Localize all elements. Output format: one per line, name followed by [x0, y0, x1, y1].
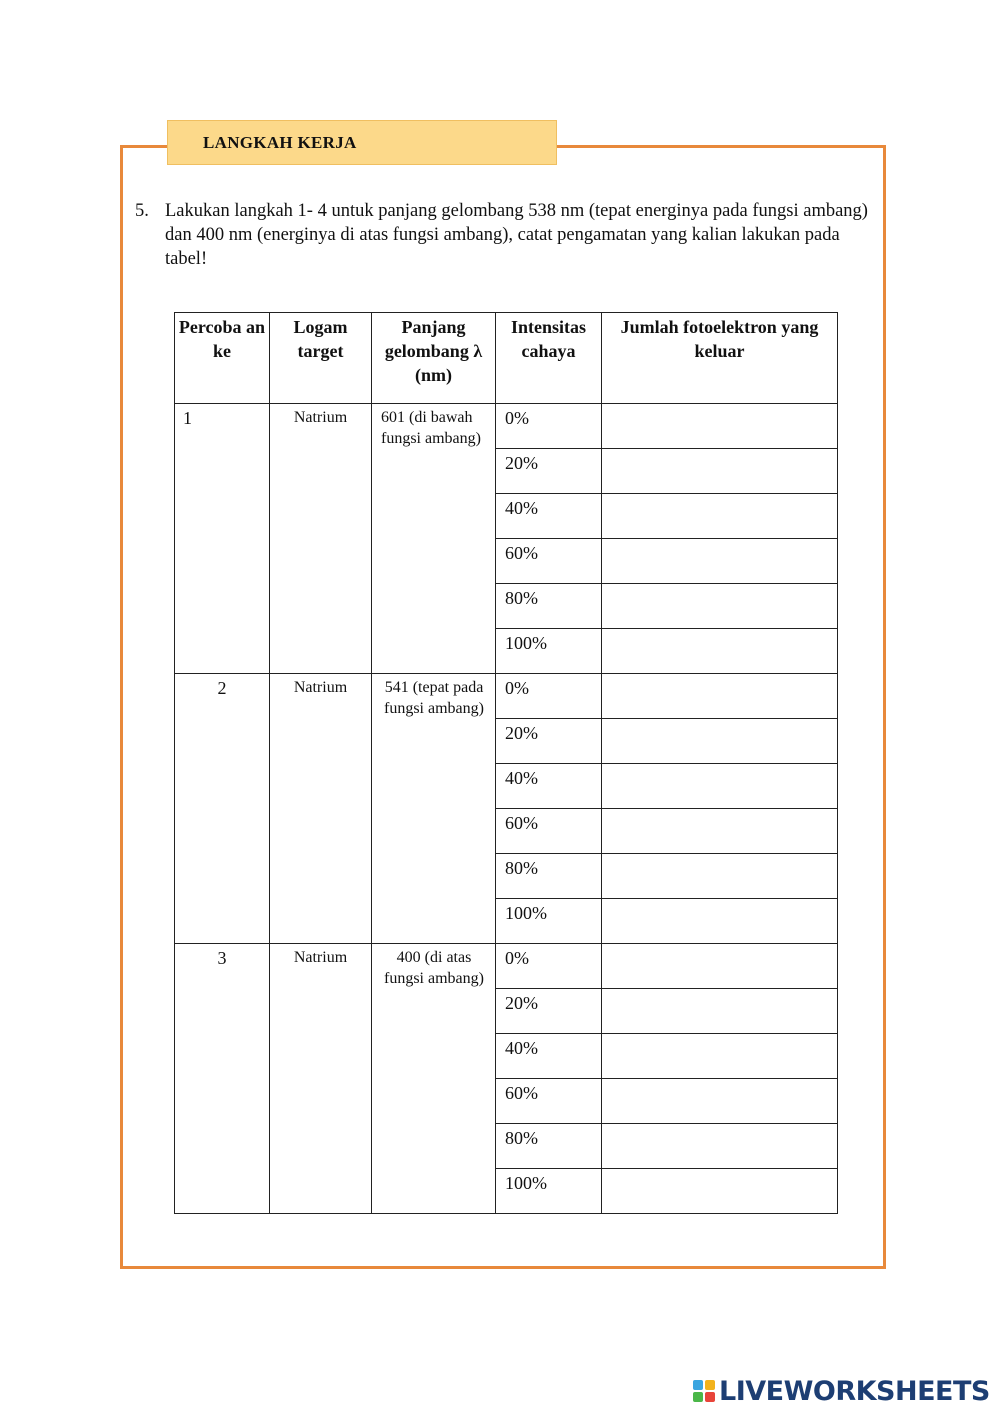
table-row [175, 674, 838, 719]
trial-number: 3 [175, 944, 270, 1214]
trial-number: 1 [175, 404, 270, 674]
photoelectron-count-cell[interactable] [602, 404, 838, 449]
photoelectron-count-cell[interactable] [602, 1079, 838, 1124]
logo-square [705, 1392, 715, 1402]
photoelectron-count-cell[interactable] [602, 764, 838, 809]
wavelength: 400 (di atas fungsi ambang) [372, 944, 496, 1214]
intensity-value: 100% [496, 899, 602, 944]
table-row [175, 404, 838, 449]
instruction [135, 199, 870, 271]
photoelectron-count-cell[interactable] [602, 1034, 838, 1079]
logo-mark-icon [693, 1380, 715, 1402]
photoelectron-count-cell[interactable] [602, 989, 838, 1034]
liveworksheets-logo [693, 1376, 990, 1406]
photoelectron-count-cell[interactable] [602, 809, 838, 854]
intensity-value: 0% [496, 944, 602, 989]
instruction-number: 5. [135, 201, 149, 221]
photoelectron-count-cell[interactable] [602, 584, 838, 629]
intensity-value: 20% [496, 989, 602, 1034]
instruction-text: Lakukan langkah 1- 4 untuk panjang gelombang 538 nm (tepat energinya pada fungsi ambang) dan 400 nm (energinya di atas fungsi ambang), catat pengamatan yang kalian lakukan pada tabel! [165, 201, 868, 269]
photoelectron-count-cell[interactable] [602, 944, 838, 989]
metal-target: Natrium [270, 944, 372, 1214]
header-intensity: Intensitas cahaya [496, 313, 602, 404]
photoelectron-count-cell[interactable] [602, 1124, 838, 1169]
photoelectron-count-cell[interactable] [602, 899, 838, 944]
intensity-value: 40% [496, 764, 602, 809]
photoelectron-count-cell[interactable] [602, 674, 838, 719]
intensity-value: 100% [496, 1169, 602, 1214]
intensity-value: 60% [496, 539, 602, 584]
table-row [175, 944, 838, 989]
intensity-value: 40% [496, 494, 602, 539]
intensity-value: 0% [496, 674, 602, 719]
wavelength: 601 (di bawah fungsi ambang) [372, 404, 496, 674]
intensity-value: 0% [496, 404, 602, 449]
logo-square [693, 1392, 703, 1402]
header-photoelectrons: Jumlah fotoelektron yang keluar [602, 313, 838, 404]
photoelectron-count-cell[interactable] [602, 854, 838, 899]
section-tab [167, 120, 557, 165]
section-title: LANGKAH KERJA [203, 132, 357, 152]
photoelectron-count-cell[interactable] [602, 494, 838, 539]
intensity-value: 80% [496, 854, 602, 899]
logo-text: LIVEWORKSHEETS [719, 1375, 990, 1407]
photoelectron-count-cell[interactable] [602, 629, 838, 674]
intensity-value: 20% [496, 449, 602, 494]
intensity-value: 80% [496, 584, 602, 629]
logo-square [693, 1380, 703, 1390]
logo-square [705, 1380, 715, 1390]
metal-target: Natrium [270, 674, 372, 944]
intensity-value: 80% [496, 1124, 602, 1169]
intensity-value: 20% [496, 719, 602, 764]
intensity-value: 60% [496, 809, 602, 854]
wavelength: 541 (tepat pada fungsi ambang) [372, 674, 496, 944]
metal-target: Natrium [270, 404, 372, 674]
intensity-value: 100% [496, 629, 602, 674]
photoelectron-count-cell[interactable] [602, 719, 838, 764]
intensity-value: 40% [496, 1034, 602, 1079]
photoelectron-count-cell[interactable] [602, 449, 838, 494]
header-metal: Logam target [270, 313, 372, 404]
table-header-row [175, 313, 838, 404]
trial-number: 2 [175, 674, 270, 944]
header-wavelength: Panjang gelombang λ (nm) [372, 313, 496, 404]
photoelectron-count-cell[interactable] [602, 539, 838, 584]
intensity-value: 60% [496, 1079, 602, 1124]
header-trial: Percoba an ke [175, 313, 270, 404]
observation-table [174, 312, 838, 1214]
photoelectron-count-cell[interactable] [602, 1169, 838, 1214]
